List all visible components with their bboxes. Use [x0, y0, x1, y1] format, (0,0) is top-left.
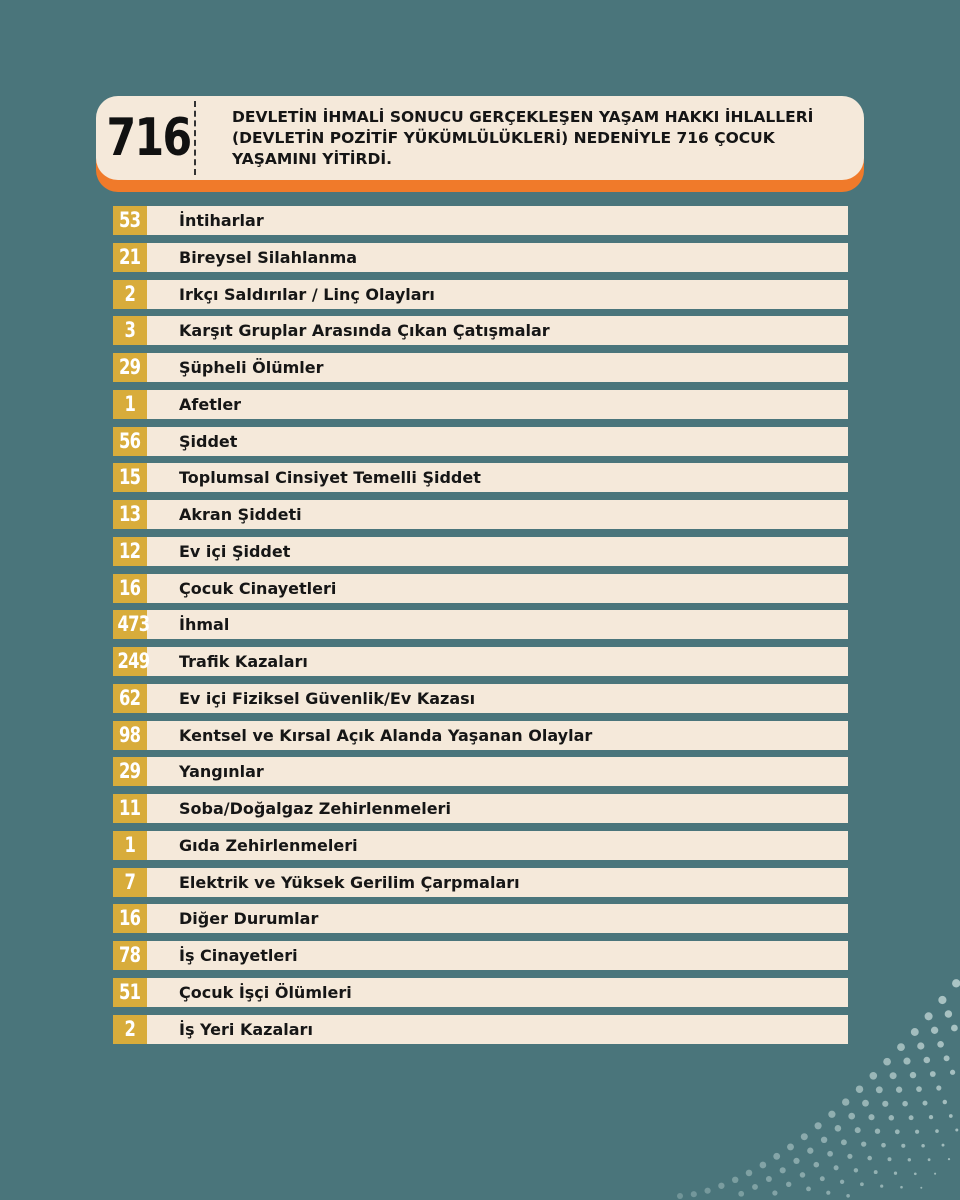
decorative-dot	[916, 1086, 922, 1092]
category-row	[113, 794, 848, 823]
decorative-dot	[746, 1170, 753, 1177]
decorative-dot	[704, 1188, 710, 1194]
decorative-dot	[901, 1144, 905, 1148]
category-count-value: 16	[119, 575, 141, 600]
category-label: Yangınlar	[179, 762, 264, 782]
category-count	[113, 1015, 147, 1044]
category-label: Toplumsal Cinsiyet Temelli Şiddet	[179, 468, 481, 488]
decorative-dot	[902, 1101, 908, 1107]
category-label: Şiddet	[179, 431, 238, 451]
category-count-value: 11	[119, 796, 141, 820]
decorative-dot	[807, 1148, 813, 1154]
decorative-dot	[925, 1012, 933, 1020]
decorative-dot	[876, 1086, 883, 1093]
category-count-value: 13	[119, 502, 141, 526]
category-row	[113, 353, 848, 382]
decorative-dot	[855, 1127, 861, 1133]
category-count	[113, 537, 147, 566]
category-row	[113, 206, 848, 235]
decorative-dot	[840, 1180, 844, 1184]
category-row	[113, 243, 848, 272]
category-count	[113, 904, 147, 933]
category-count	[113, 647, 150, 676]
decorative-dot	[889, 1115, 895, 1121]
category-count-value: 249	[117, 649, 150, 673]
category-count-value: 21	[119, 244, 141, 269]
category-row	[113, 757, 848, 786]
decorative-dot	[834, 1165, 839, 1170]
decorative-dot	[854, 1168, 858, 1172]
category-label: Çocuk Cinayetleri	[179, 578, 337, 598]
decorative-dot	[921, 1144, 925, 1148]
category-count	[113, 427, 147, 456]
decorative-dot	[793, 1158, 799, 1164]
decorative-dot	[820, 1176, 825, 1181]
category-label: Soba/Doğalgaz Zehirlenmeleri	[179, 799, 451, 818]
category-count	[113, 500, 147, 529]
decorative-dot	[787, 1143, 794, 1150]
category-label: Trafik Kazaları	[179, 652, 308, 671]
category-count-value: 2	[124, 1016, 136, 1041]
category-count	[113, 316, 147, 345]
category-label: Ev içi Şiddet	[179, 541, 291, 561]
decorative-dot	[888, 1157, 892, 1161]
decorative-dot	[800, 1172, 806, 1178]
decorative-dot	[936, 1085, 941, 1090]
decorative-dot	[847, 1154, 852, 1159]
category-row	[113, 904, 848, 933]
category-count	[113, 243, 147, 272]
header-title: DEVLETİN İHMALİ SONUCU GERÇEKLEŞEN YAŞAM HAKKI İHLALLERİ (DEVLETİN POZİTİF YÜKÜMLÜLÜKLERİ) NEDENİYLE 716 ÇOCUK YAŞAMINI YİTİRDİ.	[232, 107, 814, 168]
decorative-dot	[951, 1025, 958, 1032]
decorative-dot	[875, 1129, 880, 1134]
decorative-dot	[841, 1139, 847, 1145]
decorative-dot	[880, 1185, 883, 1188]
decorative-dot	[870, 1072, 878, 1080]
decorative-dot	[868, 1114, 874, 1120]
decorative-dot	[903, 1058, 910, 1065]
category-count	[113, 574, 147, 603]
category-row	[113, 647, 848, 676]
category-count	[113, 721, 147, 750]
decorative-dot	[950, 1070, 955, 1075]
decorative-dot	[909, 1115, 914, 1120]
category-count	[113, 684, 147, 713]
decorative-dot	[752, 1184, 758, 1190]
category-count-value: 62	[119, 685, 141, 710]
decorative-dot	[949, 1114, 953, 1118]
category-list	[113, 206, 848, 1051]
category-count	[113, 280, 147, 309]
decorative-dot	[772, 1190, 777, 1195]
decorative-dot	[896, 1087, 902, 1093]
category-count	[113, 353, 147, 382]
category-row	[113, 463, 848, 492]
category-label: İş Yeri Kazaları	[179, 1019, 313, 1039]
decorative-dot	[677, 1193, 683, 1199]
category-count	[113, 206, 147, 235]
decorative-dot	[780, 1167, 786, 1173]
decorative-dot	[718, 1183, 724, 1189]
decorative-dot	[917, 1042, 924, 1049]
decorative-dot	[944, 1055, 950, 1061]
decorative-dot	[948, 1158, 950, 1160]
decorative-dot	[942, 1144, 945, 1147]
decorative-dot	[827, 1151, 833, 1157]
category-count	[113, 978, 147, 1007]
category-row	[113, 280, 848, 309]
category-label: Gıda Zehirlenmeleri	[179, 835, 358, 855]
category-count	[113, 463, 147, 492]
decorative-dot	[874, 1170, 878, 1174]
decorative-dot	[894, 1172, 897, 1175]
category-count	[113, 831, 147, 860]
category-count	[113, 610, 150, 639]
decorative-dot	[911, 1028, 919, 1036]
category-count-value: 1	[124, 832, 136, 857]
decorative-dot	[867, 1156, 872, 1161]
category-label: İş Cinayetleri	[179, 946, 298, 965]
category-row	[113, 574, 848, 603]
category-label: Bireysel Silahlanma	[179, 247, 358, 267]
category-count-value: 473	[117, 612, 150, 637]
decorative-dot	[897, 1043, 905, 1051]
decorative-dot	[883, 1058, 891, 1066]
decorative-dot	[861, 1141, 866, 1146]
category-row	[113, 610, 848, 639]
category-label: Şüpheli Ölümler	[179, 358, 324, 377]
category-count-value: 12	[119, 538, 141, 563]
decorative-dot	[835, 1125, 842, 1132]
decorative-dot	[881, 1143, 886, 1148]
category-count-value: 51	[119, 979, 141, 1004]
decorative-dot	[846, 1194, 850, 1198]
category-label: İhmal	[179, 615, 230, 635]
decorative-dot	[760, 1162, 767, 1169]
category-row	[113, 684, 848, 713]
category-count-value: 98	[119, 722, 141, 747]
decorative-dot	[821, 1137, 827, 1143]
decorative-dot	[842, 1098, 849, 1105]
category-row	[113, 831, 848, 860]
category-count-value: 15	[119, 465, 141, 490]
decorative-dot	[813, 1162, 819, 1168]
category-label: Kentsel ve Kırsal Açık Alanda Yaşanan Olaylar	[179, 725, 593, 745]
category-count-value: 78	[119, 943, 141, 967]
category-label: Çocuk İşçi Ölümleri	[179, 982, 352, 1002]
category-row	[113, 316, 848, 345]
category-row	[113, 427, 848, 456]
decorative-dot	[890, 1072, 897, 1079]
category-count-value: 16	[119, 906, 141, 931]
decorative-dot	[826, 1191, 830, 1195]
decorative-dot	[934, 1173, 936, 1175]
decorative-dot	[860, 1182, 864, 1186]
category-label: Akran Şiddeti	[179, 505, 302, 524]
category-row	[113, 500, 848, 529]
decorative-dot	[856, 1085, 863, 1092]
decorative-dot	[955, 1128, 958, 1131]
header-card-body	[96, 96, 864, 180]
decorative-dot	[691, 1191, 697, 1197]
category-count-value: 56	[119, 428, 141, 453]
decorative-dot	[882, 1101, 888, 1107]
category-label: Karşıt Gruplar Arasında Çıkan Çatışmalar	[179, 321, 550, 341]
decorative-dot	[908, 1158, 911, 1161]
decorative-dot	[938, 996, 946, 1004]
category-count	[113, 390, 147, 419]
decorative-dot	[935, 1129, 939, 1133]
decorative-dot	[766, 1176, 772, 1182]
decorative-dot	[931, 1027, 938, 1034]
category-label: Irkçı Saldırılar / Linç Olayları	[179, 284, 435, 304]
category-row	[113, 537, 848, 566]
decorative-dot	[920, 1187, 922, 1189]
decorative-dot	[815, 1122, 822, 1129]
decorative-dot	[945, 1010, 952, 1017]
category-row	[113, 868, 848, 897]
category-count	[113, 757, 147, 786]
decorative-dot-wave	[640, 940, 960, 1200]
category-count-value: 29	[119, 759, 141, 784]
decorative-dot	[910, 1072, 916, 1078]
decorative-dot	[922, 1101, 927, 1106]
decorative-dot	[943, 1100, 947, 1104]
decorative-dot	[952, 979, 960, 987]
category-label: Elektrik ve Yüksek Gerilim Çarpmaları	[179, 872, 520, 892]
decorative-dot	[786, 1182, 791, 1187]
decorative-dot	[928, 1158, 931, 1161]
decorative-dot	[895, 1129, 900, 1134]
decorative-dot	[914, 1172, 917, 1175]
category-label: İntiharlar	[179, 211, 264, 230]
decorative-dot	[924, 1057, 931, 1064]
decorative-dot	[915, 1130, 919, 1134]
category-count-value: 29	[119, 355, 141, 379]
decorative-dot	[848, 1113, 855, 1120]
category-count-value: 2	[124, 281, 136, 306]
category-label: Diğer Durumlar	[179, 909, 319, 929]
header-total-count: 716	[106, 108, 191, 168]
category-count	[113, 941, 147, 970]
category-count-value: 3	[124, 318, 136, 343]
decorative-dot	[801, 1133, 808, 1140]
decorative-dot	[929, 1115, 933, 1119]
category-label: Ev içi Fiziksel Güvenlik/Ev Kazası	[179, 688, 476, 708]
decorative-dot	[900, 1186, 903, 1189]
category-count-value: 1	[124, 391, 136, 416]
decorative-dot	[732, 1177, 738, 1183]
decorative-dot	[930, 1071, 936, 1077]
category-label: Afetler	[179, 394, 242, 414]
decorative-dot	[862, 1100, 869, 1107]
category-count-value: 53	[119, 208, 141, 232]
category-count	[113, 868, 147, 897]
decorative-dot	[738, 1191, 744, 1197]
category-row	[113, 721, 848, 750]
decorative-dot	[806, 1186, 811, 1191]
header-card	[96, 96, 864, 192]
category-count	[113, 794, 147, 823]
decorative-dot	[937, 1041, 944, 1048]
category-count-value: 7	[124, 869, 136, 894]
category-row	[113, 390, 848, 419]
decorative-dot	[773, 1153, 780, 1160]
decorative-dot	[828, 1111, 835, 1118]
